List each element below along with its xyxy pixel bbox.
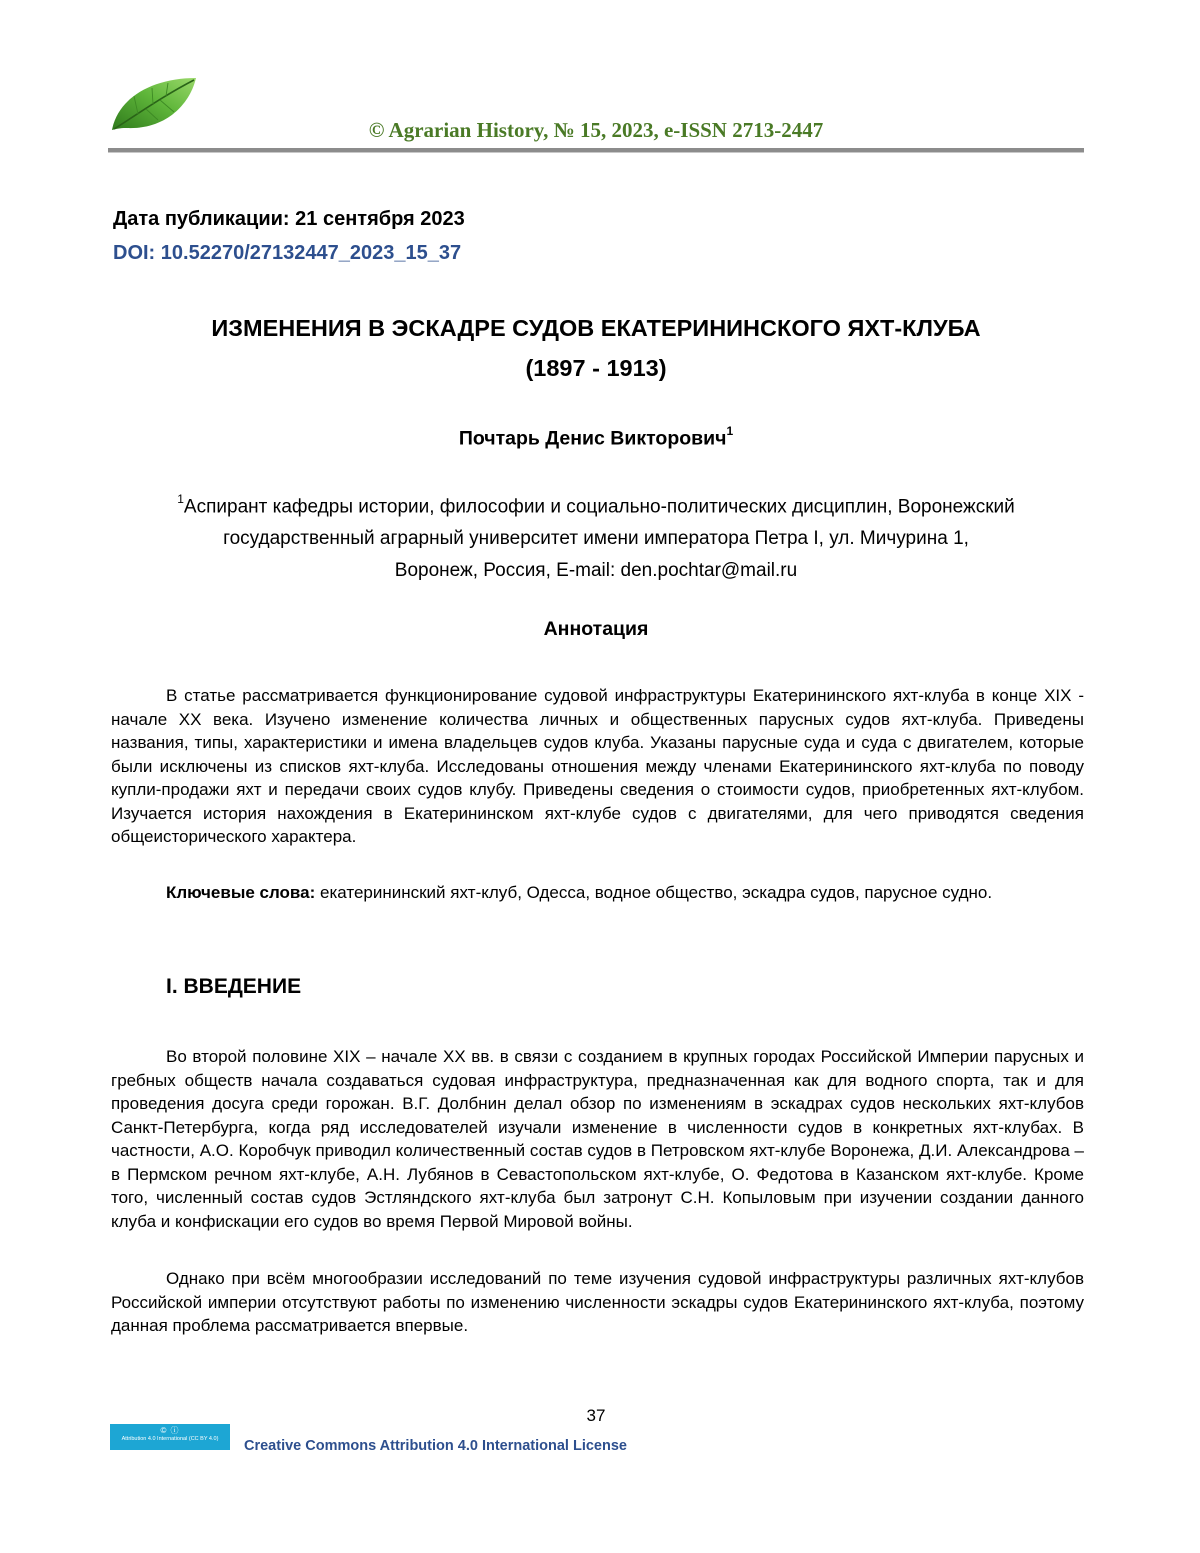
- intro-paragraph-1: Во второй половине XIX – начале XX вв. в связи с созданием в крупных городах Российской Империи парусных и гребных обществ начала создаваться судовая инфраструктура, предназначенная как для водного спорта, так и для проведения досуга среди горожан. В.Г. Долбнин делал обзор по изменениям в эскадрах судов нескольких яхт-клубов Санкт-Петербурга, когда ряд исследователей изучали изменение в численности судов в конкретных яхт-клубах. В частности, А.О. Коробчук приводил количественный состав судов в Петровском яхт-клубе Воронежа, Д.И. Александрова – в Пермском речном яхт-клубе, А.Н. Лубянов в Севастопольском яхт-клубе, О. Федотова в Казанском яхт-клубе. Кроме того, численный состав судов Эстляндского яхт-клуба был затронут С.Н. Копыловым при изучении создании данного клуба и конфискации его судов во время Первой Мировой войны.: [111, 1047, 1084, 1231]
- cc-license-badge[interactable]: [110, 1424, 230, 1450]
- article-title: [108, 308, 1084, 388]
- header-divider: [108, 148, 1084, 153]
- article-title-line1: ИЗМЕНЕНИЯ В ЭСКАДРЕ СУДОВ ЕКАТЕРИНИНСКОГО ЯХТ-КЛУБА: [211, 315, 981, 341]
- author-name: [108, 426, 1084, 451]
- author-footnote-marker: 1: [726, 424, 734, 438]
- affiliation-line3: Воронеж, Россия, E-mail: den.pochtar@mail.ru: [394, 560, 798, 582]
- abstract-heading: Аннотация: [543, 618, 649, 640]
- section-heading-introduction: I. ВВЕДЕНИЕ: [166, 975, 302, 998]
- cc-badge-text: Attribution 4.0 International (CC BY 4.0): [121, 1436, 219, 1442]
- keywords-label: Ключевые слова:: [166, 883, 316, 902]
- keywords-text: екатерининский яхт-клуб, Одесса, водное общество, эскадра судов, парусное судно.: [315, 883, 993, 902]
- abstract-body: В статье рассматривается функционирование судовой инфраструктуры Екатерининского яхт-клуба в конце XIX - начале XX века. Изучено изменение количества личных и общественных парусных судов яхт-клуба. Приведены названия, типы, характеристики и имена владельцев судов клуба. Указаны парусные суда и суда с двигателем, которые были исключены из списков яхт-клуба. Исследованы отношения между членами Екатерининского яхт-клуба по поводу купли-продажи яхт и передачи своих судов клубу. Приведены сведения о стоимости судов, приобретенных яхт-клубом. Изучается история нахождения в Екатерининском яхт-клубе судов с двигателями, для чего приводятся сведения общеисторического характера.: [111, 686, 1084, 846]
- keywords: [111, 881, 1084, 905]
- publication-date: Дата публикации: 21 сентября 2023: [113, 208, 465, 230]
- article-title-line2: (1897 - 1913): [525, 355, 667, 381]
- journal-header-line: © Agrarian History, № 15, 2023, e-ISSN 2713-2447: [368, 118, 824, 142]
- cc-by-icon: © ⓘ: [160, 1426, 180, 1435]
- author-affiliation: [108, 485, 1084, 587]
- affiliation-line1: Аспирант кафедры истории, философии и социально-политических дисциплин, Воронежский: [183, 496, 1015, 518]
- license-text[interactable]: Creative Commons Attribution 4.0 International License: [244, 1438, 627, 1454]
- doi-link[interactable]: DOI: 10.52270/27132447_2023_15_37: [113, 242, 462, 264]
- intro-paragraph-2: Однако при всём многообразии исследований по теме изучения судовой инфраструктуры различных яхт-клубов Российской империи отсутствуют работы по изменению численности эскадры судов Екатерининского яхт-клуба, поэтому данная проблема рассматривается впервые.: [111, 1269, 1084, 1335]
- affiliation-line2: государственный аграрный университет имени императора Петра I, ул. Мичурина 1,: [223, 528, 969, 550]
- affiliation-footnote-marker: 1: [177, 492, 184, 506]
- author-name-text: Почтарь Денис Викторович: [458, 427, 727, 450]
- page-number: 37: [586, 1406, 606, 1425]
